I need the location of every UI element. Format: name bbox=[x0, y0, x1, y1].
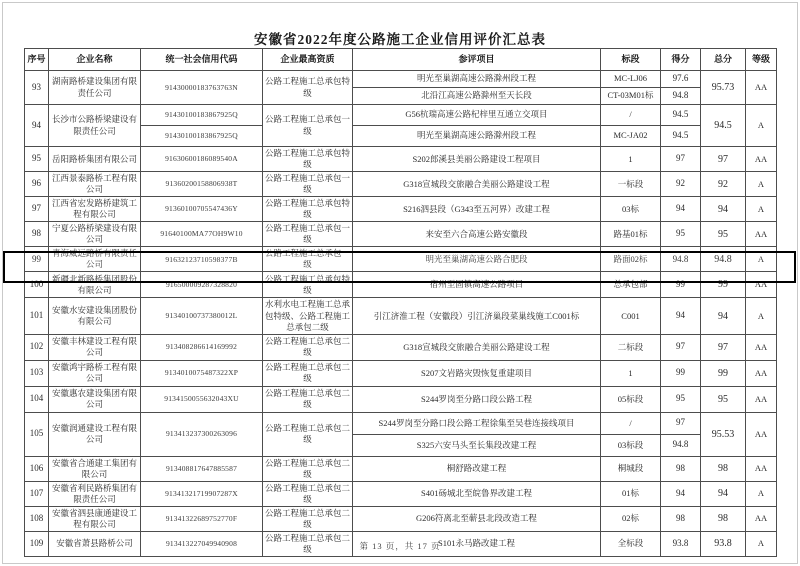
score-cell: 94.5 bbox=[661, 105, 701, 126]
qualification-cell: 公路工程施工总承包一级 bbox=[263, 172, 353, 197]
credit-code-cell: 91640100MA77OH9W10 bbox=[141, 222, 263, 247]
score-cell: 94.8 bbox=[661, 434, 701, 456]
credit-code-cell: 913408817647885587 bbox=[141, 456, 263, 481]
credit-code-cell: 913413237300263096 bbox=[141, 412, 263, 456]
total-score-cell: 94.5 bbox=[701, 105, 746, 147]
column-header: 企业最高资质 bbox=[263, 49, 353, 71]
table-row bbox=[25, 272, 777, 298]
table-row bbox=[25, 481, 777, 506]
company-name-cell: 安徽省泗县康通建设工程有限公司 bbox=[49, 506, 141, 531]
project-name-cell: S244罗岗至分路口段公路工程 bbox=[353, 386, 601, 412]
total-score-cell: 95.73 bbox=[701, 71, 746, 105]
grade-cell: A bbox=[746, 298, 777, 334]
total-score-cell: 97 bbox=[701, 334, 746, 360]
score-cell: 94.8 bbox=[661, 247, 701, 272]
serial-number-cell: 97 bbox=[25, 197, 49, 222]
table-row bbox=[25, 105, 777, 126]
grade-cell: A bbox=[746, 172, 777, 197]
credit-evaluation-table bbox=[24, 48, 777, 557]
credit-code-cell: 9134010075487322XP bbox=[141, 360, 263, 386]
bid-section-cell: 1 bbox=[601, 147, 661, 172]
credit-code-cell: 91360200158806938T bbox=[141, 172, 263, 197]
grade-cell: AA bbox=[746, 71, 777, 105]
project-name-cell: 桐舒路改建工程 bbox=[353, 456, 601, 481]
bid-section-cell: 05标段 bbox=[601, 386, 661, 412]
company-name-cell: 江西省宏发路桥建筑工程有限公司 bbox=[49, 197, 141, 222]
score-cell: 92 bbox=[661, 172, 701, 197]
project-name-cell: S207文岩路灾毁恢复重建项目 bbox=[353, 360, 601, 386]
column-header: 序号 bbox=[25, 49, 49, 71]
score-cell: 97 bbox=[661, 334, 701, 360]
score-cell: 97.6 bbox=[661, 71, 701, 88]
qualification-cell: 公路工程施工总承包二级 bbox=[263, 412, 353, 456]
table-row bbox=[25, 412, 777, 434]
serial-number-cell: 102 bbox=[25, 334, 49, 360]
project-name-cell: S244罗岗至分路口段公路工程徐集至吴巷连接线项目 bbox=[353, 412, 601, 434]
grade-cell: A bbox=[746, 197, 777, 222]
total-score-cell: 98 bbox=[701, 456, 746, 481]
column-header: 等级 bbox=[746, 49, 777, 71]
company-name-cell: 宁夏公路桥梁建设有限公司 bbox=[49, 222, 141, 247]
total-score-cell: 94 bbox=[701, 298, 746, 334]
grade-cell: AA bbox=[746, 334, 777, 360]
score-cell: 94 bbox=[661, 481, 701, 506]
total-score-cell: 95.53 bbox=[701, 412, 746, 456]
page-title: 安徽省2022年度公路施工企业信用评价汇总表 bbox=[254, 32, 546, 47]
company-name-cell: 江西景泰路桥工程有限公司 bbox=[49, 172, 141, 197]
company-name-cell: 安徽省萧县路桥公司 bbox=[49, 531, 141, 556]
score-cell: 95 bbox=[661, 386, 701, 412]
bid-section-cell: C001 bbox=[601, 298, 661, 334]
score-cell: 93.8 bbox=[661, 531, 701, 556]
bid-section-cell: 一标段 bbox=[601, 172, 661, 197]
table-row bbox=[25, 172, 777, 197]
qualification-cell: 公路工程施工总承包二级 bbox=[263, 506, 353, 531]
serial-number-cell: 101 bbox=[25, 298, 49, 334]
qualification-cell: 公路工程施工总承包一级 bbox=[263, 222, 353, 247]
score-cell: 98 bbox=[661, 506, 701, 531]
serial-number-cell: 94 bbox=[25, 105, 49, 147]
bid-section-cell: / bbox=[601, 412, 661, 434]
credit-code-cell: 91632123710598377B bbox=[141, 247, 263, 272]
qualification-cell: 公路工程施工总承包一级 bbox=[263, 247, 353, 272]
table-header bbox=[25, 49, 777, 71]
total-score-cell: 95 bbox=[701, 222, 746, 247]
bid-section-cell: 总承包部 bbox=[601, 272, 661, 298]
table-row bbox=[25, 334, 777, 360]
total-score-cell: 94 bbox=[701, 197, 746, 222]
bid-section-cell: MC-LJ06 bbox=[601, 71, 661, 88]
column-header: 得分 bbox=[661, 49, 701, 71]
project-name-cell: G206符离北至蕲县北段改造工程 bbox=[353, 506, 601, 531]
project-name-cell: S401砀城北至皖鲁界改建工程 bbox=[353, 481, 601, 506]
total-score-cell: 99 bbox=[701, 272, 746, 298]
company-name-cell: 安徽润通建设工程有限公司 bbox=[49, 412, 141, 456]
credit-code-cell: 91341322689752770F bbox=[141, 506, 263, 531]
score-cell: 99 bbox=[661, 360, 701, 386]
table-row bbox=[25, 71, 777, 88]
credit-code-cell: 91430100183867925Q bbox=[141, 126, 263, 147]
serial-number-cell: 104 bbox=[25, 386, 49, 412]
score-cell: 97 bbox=[661, 412, 701, 434]
grade-cell: AA bbox=[746, 412, 777, 456]
company-name-cell: 新疆北新路桥集团股份有限公司 bbox=[49, 272, 141, 298]
qualification-cell: 水利水电工程施工总承包特级、公路工程施工总承包二级 bbox=[263, 298, 353, 334]
qualification-cell: 公路工程施工总承包特级 bbox=[263, 147, 353, 172]
company-name-cell: 岳阳路桥集团有限公司 bbox=[49, 147, 141, 172]
column-header: 标段 bbox=[601, 49, 661, 71]
project-name-cell: G318宣城段交旅融合美丽公路建设工程 bbox=[353, 172, 601, 197]
credit-code-cell: 916500009287328820 bbox=[141, 272, 263, 298]
qualification-cell: 公路工程施工总承包二级 bbox=[263, 386, 353, 412]
grade-cell: AA bbox=[746, 386, 777, 412]
score-cell: 94 bbox=[661, 298, 701, 334]
table-row bbox=[25, 298, 777, 334]
serial-number-cell: 96 bbox=[25, 172, 49, 197]
column-header: 统一社会信用代码 bbox=[141, 49, 263, 71]
column-header: 企业名称 bbox=[49, 49, 141, 71]
serial-number-cell: 108 bbox=[25, 506, 49, 531]
serial-number-cell: 109 bbox=[25, 531, 49, 556]
page-number: 第 13 页，共 17 页 bbox=[359, 541, 441, 551]
qualification-cell: 公路工程施工总承包特级 bbox=[263, 197, 353, 222]
bid-section-cell: 03标段 bbox=[601, 434, 661, 456]
bid-section-cell: 03标 bbox=[601, 197, 661, 222]
company-name-cell: 湖南路桥建设集团有限责任公司 bbox=[49, 71, 141, 105]
company-name-cell: 安徽省利民路桥集团有限责任公司 bbox=[49, 481, 141, 506]
credit-code-cell: 9134150055632043XU bbox=[141, 386, 263, 412]
total-score-cell: 94.8 bbox=[701, 247, 746, 272]
table-row bbox=[25, 197, 777, 222]
grade-cell: A bbox=[746, 531, 777, 556]
company-name-cell: 安徽水安建设集团股份有限公司 bbox=[49, 298, 141, 334]
bid-section-cell: 路面02标 bbox=[601, 247, 661, 272]
qualification-cell: 公路工程施工总承包二级 bbox=[263, 456, 353, 481]
table-row bbox=[25, 456, 777, 481]
grade-cell: AA bbox=[746, 506, 777, 531]
score-cell: 95 bbox=[661, 222, 701, 247]
project-name-cell: 明光至巢湖高速公路合肥段 bbox=[353, 247, 601, 272]
qualification-cell: 公路工程施工总承包二级 bbox=[263, 481, 353, 506]
grade-cell: AA bbox=[746, 360, 777, 386]
bid-section-cell: 1 bbox=[601, 360, 661, 386]
grade-cell: A bbox=[746, 481, 777, 506]
qualification-cell: 公路工程施工总承包二级 bbox=[263, 531, 353, 556]
project-name-cell: S101永马路改建工程 bbox=[353, 531, 601, 556]
project-name-cell: S325六安马头至长集段改建工程 bbox=[353, 434, 601, 456]
grade-cell: AA bbox=[746, 147, 777, 172]
bid-section-cell: MC-JA02 bbox=[601, 126, 661, 147]
serial-number-cell: 93 bbox=[25, 71, 49, 105]
bid-section-cell: 路基01标 bbox=[601, 222, 661, 247]
bid-section-cell: CT-03M01标 bbox=[601, 88, 661, 105]
bid-section-cell: 02标 bbox=[601, 506, 661, 531]
table-row bbox=[25, 147, 777, 172]
credit-code-cell: 91360100705547436Y bbox=[141, 197, 263, 222]
total-score-cell: 92 bbox=[701, 172, 746, 197]
credit-code-cell: 91340100737380012L bbox=[141, 298, 263, 334]
table-row bbox=[25, 360, 777, 386]
serial-number-cell: 107 bbox=[25, 481, 49, 506]
bid-section-cell: 全标段 bbox=[601, 531, 661, 556]
project-name-cell: G56杭瑞高速公路杞梓里互通立交项目 bbox=[353, 105, 601, 126]
column-header: 参评项目 bbox=[353, 49, 601, 71]
company-name-cell: 青海威远路桥有限责任公司 bbox=[49, 247, 141, 272]
credit-code-cell: 913413227049940908 bbox=[141, 531, 263, 556]
qualification-cell: 公路工程施工总承包二级 bbox=[263, 360, 353, 386]
bid-section-cell: 01标 bbox=[601, 481, 661, 506]
score-cell: 99 bbox=[661, 272, 701, 298]
grade-cell: AA bbox=[746, 272, 777, 298]
project-name-cell: 来安至六合高速公路安徽段 bbox=[353, 222, 601, 247]
company-name-cell: 安徽惠农建设集团有限公司 bbox=[49, 386, 141, 412]
score-cell: 98 bbox=[661, 456, 701, 481]
total-score-cell: 99 bbox=[701, 360, 746, 386]
table-row bbox=[25, 386, 777, 412]
score-cell: 94 bbox=[661, 197, 701, 222]
grade-cell: AA bbox=[746, 222, 777, 247]
serial-number-cell: 105 bbox=[25, 412, 49, 456]
credit-code-cell: 91630600186089540A bbox=[141, 147, 263, 172]
project-name-cell: 北沿江高速公路滁州至天长段 bbox=[353, 88, 601, 105]
bid-section-cell: 二标段 bbox=[601, 334, 661, 360]
credit-code-cell: 913408286614169992 bbox=[141, 334, 263, 360]
credit-code-cell: 91430100183867925Q bbox=[141, 105, 263, 126]
serial-number-cell: 103 bbox=[25, 360, 49, 386]
serial-number-cell: 95 bbox=[25, 147, 49, 172]
bid-section-cell: / bbox=[601, 105, 661, 126]
qualification-cell: 公路工程施工总承包一级 bbox=[263, 105, 353, 147]
table-row bbox=[25, 506, 777, 531]
total-score-cell: 93.8 bbox=[701, 531, 746, 556]
project-name-cell: 宿州至固镇高速公路项目 bbox=[353, 272, 601, 298]
project-name-cell: 引江济淮工程（安徽段）引江济巢段菜巢线施工C001标 bbox=[353, 298, 601, 334]
company-name-cell: 安徽丰林建设工程有限公司 bbox=[49, 334, 141, 360]
serial-number-cell: 98 bbox=[25, 222, 49, 247]
grade-cell: A bbox=[746, 105, 777, 147]
serial-number-cell: 100 bbox=[25, 272, 49, 298]
bid-section-cell: 桐城段 bbox=[601, 456, 661, 481]
score-cell: 97 bbox=[661, 147, 701, 172]
project-name-cell: 明光至巢湖高速公路滁州段工程 bbox=[353, 71, 601, 88]
company-name-cell: 安徽鸿宇路桥工程有限公司 bbox=[49, 360, 141, 386]
grade-cell: AA bbox=[746, 456, 777, 481]
project-name-cell: S216泗县段（G343至五河界）改建工程 bbox=[353, 197, 601, 222]
score-cell: 94.5 bbox=[661, 126, 701, 147]
qualification-cell: 公路工程施工总承包特级 bbox=[263, 272, 353, 298]
grade-cell: A bbox=[746, 247, 777, 272]
table-row bbox=[25, 247, 777, 272]
project-name-cell: S202郎溪县美丽公路建设工程项目 bbox=[353, 147, 601, 172]
project-name-cell: 明光至巢湖高速公路滁州段工程 bbox=[353, 126, 601, 147]
serial-number-cell: 106 bbox=[25, 456, 49, 481]
qualification-cell: 公路工程施工总承包二级 bbox=[263, 334, 353, 360]
table-row bbox=[25, 222, 777, 247]
total-score-cell: 94 bbox=[701, 481, 746, 506]
company-name-cell: 长沙市公路桥梁建设有限责任公司 bbox=[49, 105, 141, 147]
column-header: 总分 bbox=[701, 49, 746, 71]
project-name-cell: G318宣城段交旅融合美丽公路建设工程 bbox=[353, 334, 601, 360]
qualification-cell: 公路工程施工总承包特级 bbox=[263, 71, 353, 105]
total-score-cell: 97 bbox=[701, 147, 746, 172]
total-score-cell: 95 bbox=[701, 386, 746, 412]
credit-code-cell: 91430000183763763N bbox=[141, 71, 263, 105]
credit-code-cell: 91341321719907287X bbox=[141, 481, 263, 506]
total-score-cell: 98 bbox=[701, 506, 746, 531]
company-name-cell: 安徽省合通建工集团有限公司 bbox=[49, 456, 141, 481]
serial-number-cell: 99 bbox=[25, 247, 49, 272]
score-cell: 94.8 bbox=[661, 88, 701, 105]
